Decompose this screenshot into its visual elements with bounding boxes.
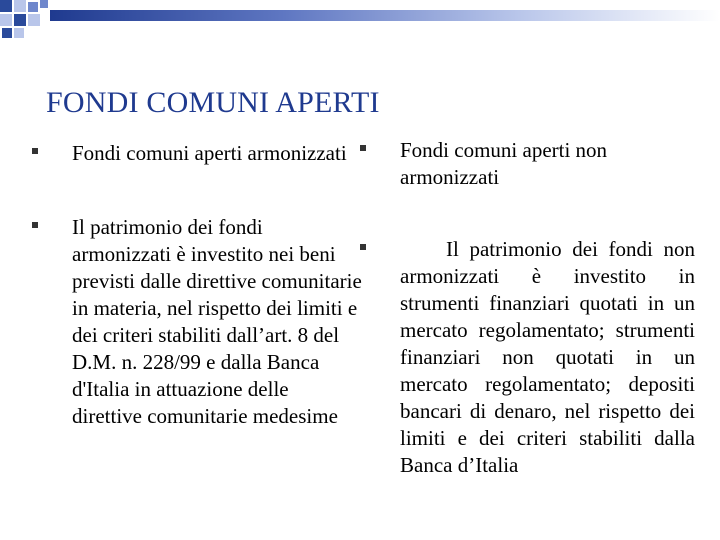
- square-bullet-icon: [32, 222, 40, 230]
- decor-square: [14, 28, 24, 38]
- left-item-1-text: Fondi comuni aperti armonizzati: [72, 141, 347, 165]
- right-bullet-item-1: [360, 137, 695, 191]
- decor-square: [14, 0, 26, 12]
- left-item-2-text: Il patrimonio dei fondi armonizzati è investito nei beni previsti dalle direttive comunitarie in materia, nel rispetto dei limiti e dei criteri stabiliti dall’art. 8 del D.M. n. 228/99 e dalla Banca d'Italia in attuazione delle direttive comunitarie medesime: [72, 215, 362, 428]
- right-item-2-text: Il patrimonio dei fondi non armonizzati è investito in strumenti finanziari quotati in un mercato regolamentato; strumenti finanziari non quotati in un mercato regolamentato; depositi bancari di denaro, nel rispetto dei limiti e dei criteri stabiliti dalla Banca d’Italia: [400, 237, 695, 477]
- decor-square: [0, 14, 12, 26]
- decor-square: [14, 14, 26, 26]
- left-bullet-item-2: [32, 214, 362, 430]
- decor-square: [0, 0, 12, 12]
- slide-title: FONDI COMUNI APERTI: [46, 86, 380, 120]
- right-item-1-text: Fondi comuni aperti non armonizzati: [400, 138, 608, 189]
- header-gradient-bar: [50, 10, 720, 21]
- decor-square: [28, 14, 40, 26]
- square-bullet-icon: [32, 148, 40, 156]
- left-bullet-item-1: [32, 140, 362, 167]
- decor-square: [2, 28, 12, 38]
- right-bullet-item-2: [360, 236, 695, 479]
- decor-square: [28, 2, 38, 12]
- right-column: [360, 137, 695, 479]
- square-bullet-icon: [360, 145, 368, 153]
- left-column: [32, 140, 362, 430]
- square-bullet-icon: [360, 244, 368, 252]
- decor-square: [40, 0, 48, 8]
- header-decoration: [0, 0, 720, 40]
